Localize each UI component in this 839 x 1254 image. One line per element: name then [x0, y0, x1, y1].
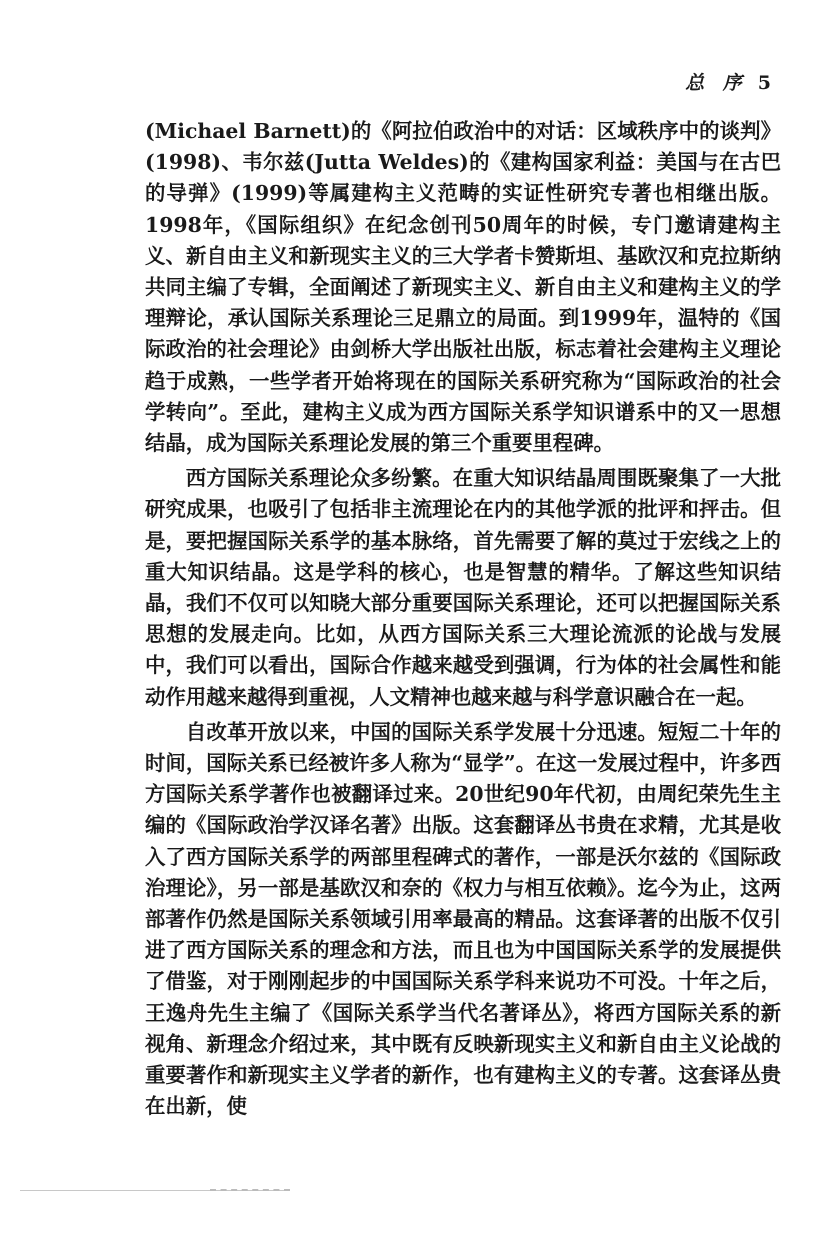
page-number: 5 [757, 72, 777, 94]
header-title: 总 序 [685, 72, 748, 94]
paragraph: 自改革开放以来，中国的国际关系学发展十分迅速。短短二十年的时间，国际关系已经被许多人称为“显学”。在这一发展过程中，许多西方国际关系学著作也被翻译过来。20世纪90年代初，由周纪荣先生主编的《国际政治学汉译名著》出版。这套翻译丛书贵在求精，尤其是收入了西方国际关系学的两部里程碑式的著作，一部是沃尔兹的《国际政治理论》，另一部是基欧汉和奈的《权力与相互依赖》。迄今为止，这两部著作仍然是国际关系领域引用率最高的精品。这套译著的出版不仅引进了西方国际关系的理念和方法，而且也为中国国际关系学的发展提供了借鉴，对于刚刚起步的中国国际关系学科来说功不可没。十年之后，王逸舟先生主编了《国际关系学当代名著译丛》，将西方国际关系的新视角、新理念介绍过来，其中既有反映新现实主义和新自由主义论战的重要著作和新现实主义学者的新作，也有建构主义的专著。这套译丛贵在出新，使 [145, 719, 781, 1119]
scan-edge-dash [210, 1189, 290, 1191]
paragraph-continuation: (Michael Barnett)的《阿拉伯政治中的对话：区域秩序中的谈判》(1998)、韦尔兹(Jutta Weldes)的《建构国家利益：美国与在古巴的导弹》(1999)等属建构主义范畴的实证性研究专著也相继出版。1998年，《国际组织》在纪念创刊50周年的时候，专门邀请建构主义、新自由主义和新现实主义的三大学者卡赞斯坦、基欧汉和克拉斯纳共同主编了专辑，全面阐述了新现实主义、新自由主义和建构主义的学理辩论，承认国际关系理论三足鼎立的局面。到1999年，温特的《国际政治的社会理论》由剑桥大学出版社出版，标志着社会建构主义理论趋于成熟，一些学者开始将现在的国际关系研究称为“国际政治的社会学转向”。至此，建构主义成为西方国际关系学知识谱系中的又一思想结晶，成为国际关系理论发展的第三个重要里程碑。 [145, 119, 781, 456]
running-header [685, 68, 777, 95]
body-text [145, 116, 781, 1127]
paragraph: 西方国际关系理论众多纷繁。在重大知识结晶周围既聚集了一大批研究成果，也吸引了包括非主流理论在内的其他学派的批评和抨击。但是，要把握国际关系学的基本脉络，首先需要了解的莫过于宏线之上的重大知识结晶。这是学科的核心，也是智慧的精华。了解这些知识结晶，我们不仅可以知晓大部分重要国际关系理论，还可以把握国际关系思想的发展走向。比如，从西方国际关系三大理论流派的论战与发展中，我们可以看出，国际合作越来越受到强调，行为体的社会属性和能动作用越来越得到重视，人文精神也越来越与科学意识融合在一起。 [145, 466, 781, 709]
